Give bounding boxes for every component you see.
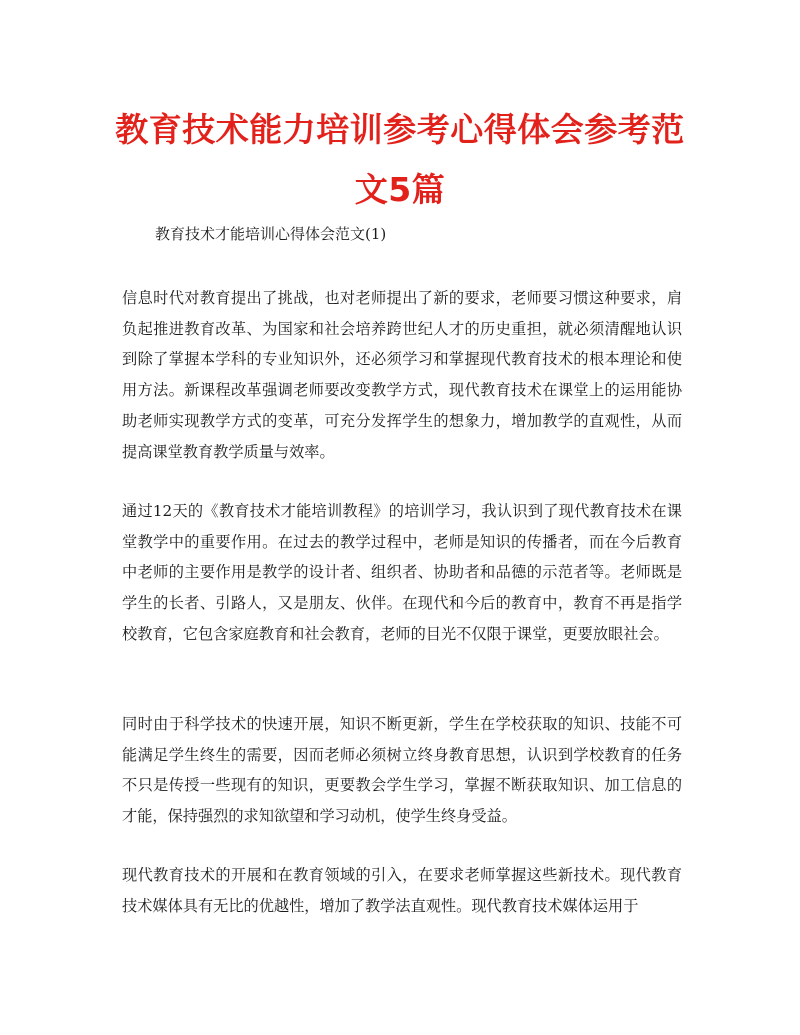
- paragraph-2: 通过12天的《教育技术才能培训教程》的培训学习，我认识到了现代教育技术在课堂教学中的重要作用。在过去的教学过程中，老师是知识的传播者，而在今后教育中老师的主要作用是教学的设计者、组织者、协助者和品德的示范者等。老师既是学生的长者、引路人，又是朋友、伙伴。在现代和今后的教育中，教育不再是指学校教育，它包含家庭教育和社会教育，老师的目光不仅限于课堂，更要放眼社会。: [122, 502, 682, 643]
- paragraph-4: 现代教育技术的开展和在教育领域的引入，在要求老师掌握这些新技术。现代教育技术媒体具有无比的优越性，增加了教学法直观性。现代教育技术媒体运用于: [122, 866, 682, 915]
- document-title: 教育技术能力培训参考心得体会参考范文5篇: [115, 110, 685, 209]
- document-subtitle: 教育技术才能培训心得体会范文(1): [155, 225, 387, 243]
- paragraph-1: 信息时代对教育提出了挑战，也对老师提出了新的要求，老师要习惯这种要求，肩负起推进教育改革、为国家和社会培养跨世纪人才的历史重担，就必须清醒地认识到除了掌握本学科的专业知识外，还必须学习和掌握现代教育技术的根本理论和使用方法。新课程改革强调老师要改变教学方式，现代教育技术在课堂上的运用能协助老师实现教学方式的变革，可充分发挥学生的想象力，增加教学的直观性，从而提高课堂教育教学质量与效率。: [122, 289, 682, 461]
- paragraph-3: 同时由于科学技术的快速开展，知识不断更新，学生在学校获取的知识、技能不可能满足学生终生的需要，因而老师必须树立终身教育思想，认识到学校教育的任务不只是传授一些现有的知识，更要教会学生学习，掌握不断获取知识、加工信息的才能，保持强烈的求知欲望和学习动机，使学生终身受益。: [122, 715, 682, 826]
